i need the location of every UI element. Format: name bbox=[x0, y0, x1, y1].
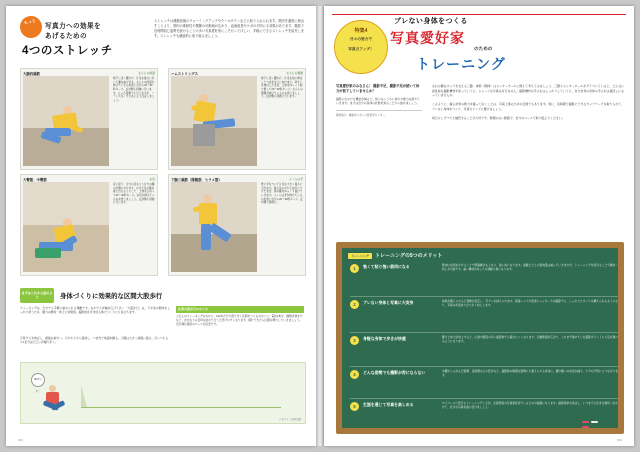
chalk-pink bbox=[582, 421, 589, 423]
feature-label: 特集4 bbox=[354, 28, 368, 34]
stretch-card-1-photo bbox=[23, 76, 109, 166]
merit-title-1: 強くて粘り強い筋肉になる bbox=[363, 264, 410, 269]
walking-header bbox=[20, 288, 304, 304]
left-lead-text: ストレッチは運動前後のウォーミングアップやクールダウンなどに取り入れられます。筋肉を適度に伸ばすことより、筋肉の柔軟性や関節の可動域が広がり、血流改善やケガの予防にも効果があります。撮影で長時間同じ姿勢を続けることの多い写真愛好家にこそ行ってほしい、手軽にできるストレッチを紹介します。ストレッチも継続的に取り組みましょう。 bbox=[154, 19, 304, 38]
merit-number-5: 5 bbox=[350, 402, 359, 411]
stretch-card-3 bbox=[20, 174, 158, 276]
body-paragraph-2: このように、撮る対象の筋力を養っておくことは、写真上達のための近道でもあります。特に、長時間で撮影にできるカメラワークを取り入れて、ブレない身体をつくり、写真力アップに繋げましょう。 bbox=[432, 102, 624, 111]
merit-number-4: 4 bbox=[350, 370, 359, 379]
merit-number-3: 3 bbox=[350, 336, 359, 345]
stretch-card-2 bbox=[168, 68, 306, 170]
right-page bbox=[324, 6, 634, 446]
right-page-number: 063 bbox=[616, 438, 622, 442]
stretch-card-3-subtitle: お尻 bbox=[149, 176, 155, 181]
feature-badge bbox=[334, 20, 388, 74]
right-lead-body: 撮影に出かける機会が減ると、知らないうちに体力や筋力は落ちていきます。まずは自分の身体の状態を知ることから始めましょう。 bbox=[336, 96, 420, 106]
merit-text-1: 筋肉に負荷をかけることで筋線維が太くなり、強い体になります。加齢とともに筋肉量は減っていきますが、トレーニングを続けることで維持・向上が可能です。重い機材を持っての移動も楽になります。 bbox=[442, 264, 618, 272]
merit-number-1: 1 bbox=[350, 264, 359, 273]
speech-balloon: 00歩です！ bbox=[31, 373, 45, 387]
walking-illustration bbox=[20, 362, 306, 424]
walking-body: ウォーキングは、だれでも手軽に始められる運動です。なかでも歩幅を広げて歩く「大股歩行」は、下半身の筋肉をしっかり使うため、脚力の維持・向上に効果的。撮影地を歩き回る体力づくりにも役立ちます。 bbox=[20, 306, 170, 315]
person-illustration bbox=[33, 216, 97, 266]
merit-text-3: 脚力と体力が向上すると、山道や階段の多い撮影地でも疲れにくくなります。行動範囲が広がり、これまで諦めていた撮影ポイントにも足を運べるようになります。 bbox=[442, 336, 618, 344]
person-illustration bbox=[193, 194, 245, 266]
stretch-card-2-photo bbox=[171, 76, 257, 166]
credit-text: 取材協力／横浜市スポーツ医科学センター bbox=[336, 110, 422, 117]
stretch-card-4 bbox=[168, 174, 306, 276]
stretch-card-4-title: 下腿三頭筋（腓腹筋、ヒラメ筋） bbox=[171, 177, 222, 182]
illustration-credit: イラスト／山本太郎 bbox=[278, 418, 301, 421]
feature-sub-2: 写真力アップ！ bbox=[348, 47, 374, 51]
walking-note-body: ふだんのウォーキングのなかに、100歩だけ大股で歩く区間をつくるのがコツ。電柱2本分、横断歩道までなど、自分なりの目印を決めて行うと続けやすくなります。慣れてきたら区間を増やしていきましょう。息が弾む程度のペースが目安です。 bbox=[176, 314, 303, 326]
top-rule bbox=[332, 14, 626, 15]
walking-section bbox=[20, 288, 304, 421]
title-main: 写真愛好家 bbox=[390, 30, 465, 46]
right-body-column bbox=[432, 84, 624, 124]
heading-main: 4つのストレッチ bbox=[22, 45, 113, 57]
merits-blackboard bbox=[336, 242, 624, 434]
stretch-card-1 bbox=[20, 68, 158, 170]
feature-sub-1: 日々の努力で bbox=[349, 37, 373, 41]
walker-illustration bbox=[39, 385, 69, 415]
walking-note bbox=[176, 306, 304, 327]
kicker-badge: もっと bbox=[18, 14, 44, 40]
stretch-card-2-title: ハムストリングス bbox=[171, 71, 199, 76]
right-lead-heading: 写真愛好家のみなさん！ 撮影不足、撮影不足が続いて体力が低下していませんか？ bbox=[336, 84, 420, 93]
right-lead-box bbox=[336, 84, 422, 117]
merit-text-5: マイペースに続けるトレーニングこそが、生涯現役の写真愛好家でいるための基礎になります。健康寿命を延ばし、いつまでも好きな場所へ出かけて、好きな写真を撮り続けましょう。 bbox=[442, 402, 618, 410]
walking-badge: まずはこれから始めよう bbox=[20, 288, 54, 303]
board-heading bbox=[348, 252, 442, 259]
stretch-card-4-photo bbox=[171, 182, 257, 272]
merit-title-3: 身軽な身体で歩きが快適 bbox=[363, 336, 406, 341]
chalk-white bbox=[591, 421, 598, 423]
stretch-card-1-title: 大腿四頭筋 bbox=[23, 71, 40, 76]
title-top: ブレない身体をつくる bbox=[394, 18, 468, 25]
spread-gutter bbox=[316, 6, 324, 446]
stretch-card-4-subtitle: ふくらはぎ bbox=[289, 176, 303, 181]
board-title: トレーニングの5つのメリット bbox=[374, 253, 443, 259]
stretch-card-4-body: 壁に手をついて片足を大きく後ろに引きます。後ろ足のかかとを床につけたまま、前の膝をゆっくり曲げていきます。ふくらはぎが伸びているのを感じながら20〜30秒キープ。反対側も同様に。 bbox=[261, 183, 303, 205]
stretch-card-1-subtitle: 太ももの前面 bbox=[138, 70, 155, 75]
stretch-card-2-subtitle: 太ももの裏側 bbox=[286, 70, 303, 75]
merit-title-2: ブレない身体と写真に大変身 bbox=[363, 300, 414, 305]
merit-number-2: 2 bbox=[350, 300, 359, 309]
heading-line-1: 写真力への効果を bbox=[45, 23, 101, 30]
stretch-card-3-title: 大臀筋、中臀筋 bbox=[23, 177, 47, 182]
merit-title-5: 生涯を通じて写真を楽しめる bbox=[363, 402, 414, 407]
body-paragraph-3: 毎日少しずつでも継続することが大切です。無理のない範囲で、自分のペースで取り組んでください。 bbox=[432, 115, 565, 120]
board-tag: トレーニング bbox=[348, 253, 372, 259]
chalk-pink-2 bbox=[582, 426, 589, 428]
body-paragraph-1: 左右の脚はカメラを支える三脚。体幹（胴体）はセンターポールに例えて考えてみましょう。三脚もセンターポールがグラついていると、どんなに高性能な撮影機材を使っていても、シャープな写真は写せません。撮影機材の手入れはしっかりしていても、自分自身の身体の手入れは後回しになっていませんか。 bbox=[432, 84, 624, 98]
stretch-card-3-photo bbox=[23, 182, 109, 272]
title-for: のための bbox=[474, 46, 493, 51]
chalk-tray bbox=[582, 419, 608, 424]
stretch-card-3-body: 床に座り、片方の足をもう片方の膝の外側にかけます。かけた足の膝を抱え込むようにして、上体をひねって20〜30秒キープ。お尻が伸びているのを感じましょう。反対側も同様に行います。 bbox=[113, 183, 155, 205]
merit-text-4: 中腰やしゃがんだ姿勢、長時間の立ち続けなど、撮影時の無理な姿勢にも耐えられる身体に。腰や膝への負担が減り、ケガの予防にもつながります。 bbox=[442, 370, 618, 378]
walking-steps: ①背すじを伸ばし、視線は前方へ。②かかとから着地し、つま先で地面を蹴る。③腕は大きく前後に振る。④いつもより1足分ほど広い歩幅で歩く。 bbox=[20, 336, 169, 345]
merit-title-4: どんな姿勢でも撮影が苦にならない bbox=[363, 370, 426, 375]
walking-title: 身体づくりに効果的な区間大股歩行 bbox=[60, 293, 163, 300]
merit-text-2: 体幹が鍛えられると姿勢が安定し、手ブレを抑えられます。望遠レンズや低速シャッターでの撮影でも、しっかりとカメラを構えられるようになり、写真の歩留まりが大きく向上します。 bbox=[442, 300, 618, 308]
walking-note-heading: 区間大股歩行のやり方 bbox=[176, 306, 304, 313]
heading-line-2: あげるための bbox=[45, 33, 87, 40]
left-page-number: 062 bbox=[18, 438, 24, 442]
person-illustration bbox=[189, 94, 245, 158]
title-sub: トレーニング bbox=[416, 56, 506, 72]
person-illustration bbox=[39, 106, 93, 158]
left-page bbox=[6, 6, 316, 446]
stretch-card-2-body: 椅子に浅く腰かけ、片足を前に伸ばしてつま先を上に向けます。背すじを伸ばしたまま、上体をゆっくり前に倒して20〜30秒キープ。太ももの裏側が伸びているのを感じましょう。反対側も同様に行います。 bbox=[261, 77, 303, 99]
stretch-card-1-body: 椅子に浅く腰かけ、片足を後ろに引いて膝を曲げます。太ももの前面が伸びているのを感じながら20〜30秒キープ。反対側も同様に行います。立った姿勢でも行えますが、バランスをくずさないよう注意しましょう。 bbox=[113, 77, 155, 103]
